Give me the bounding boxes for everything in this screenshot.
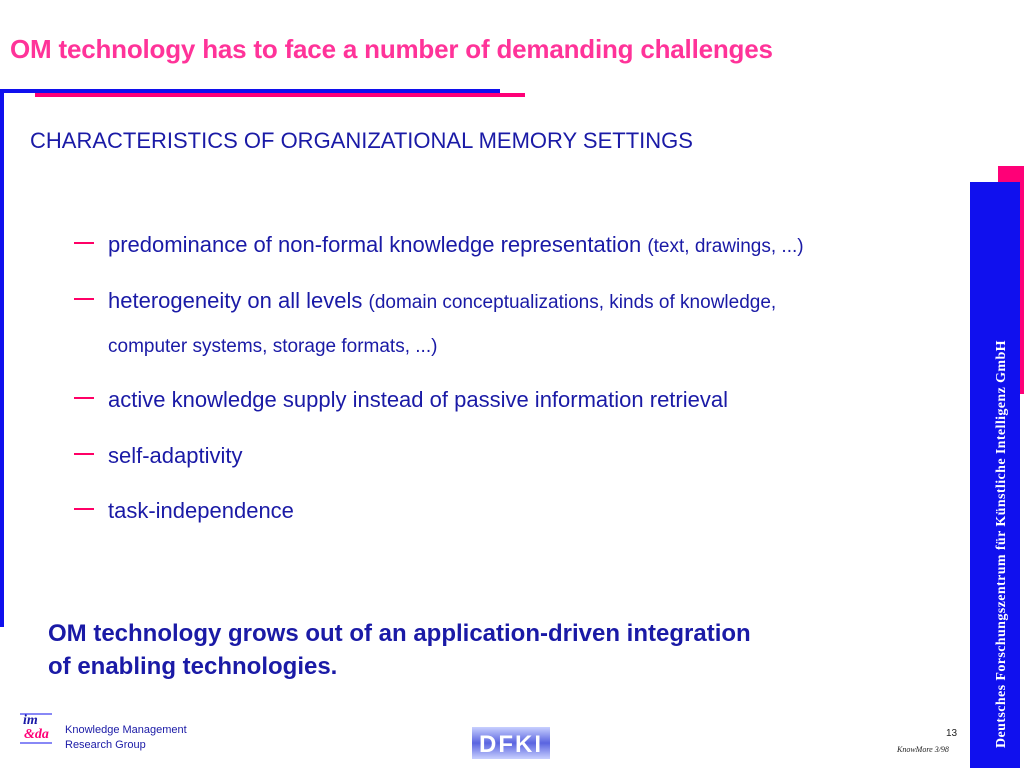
dfki-logo xyxy=(472,727,550,759)
slide-title: OM technology has to face a number of demanding challenges xyxy=(10,34,773,64)
bullet-item xyxy=(108,288,776,314)
bullet-item xyxy=(108,232,804,258)
page-number: 13 xyxy=(946,728,958,739)
bullet-text: predominance of non-formal knowledge representation xyxy=(108,232,648,257)
bullet-dash xyxy=(74,242,94,244)
bullet-item: self-adaptivity xyxy=(108,443,243,468)
bullet-text: heterogeneity on all levels xyxy=(108,288,369,313)
dfki-logo-text: DFKI xyxy=(479,731,543,758)
imda-logo xyxy=(16,706,56,748)
bullet-dash xyxy=(74,397,94,399)
conclusion-text xyxy=(48,617,751,683)
left-border-bar xyxy=(0,89,4,627)
bullet-dash xyxy=(74,298,94,300)
sidebar-institution-name: Deutsches Forschungszentrum für Künstliche Intelligenz GmbH xyxy=(994,340,1009,748)
logo-text-top: im xyxy=(23,713,38,728)
title-underline-pink xyxy=(35,93,525,97)
conclusion-line: of enabling technologies. xyxy=(48,653,338,680)
bullet-item: task-independence xyxy=(108,498,294,523)
conclusion-line: OM technology grows out of an application-driven integration xyxy=(48,620,751,647)
research-group-name xyxy=(65,723,187,753)
logo-text-bottom: &da xyxy=(24,727,49,742)
bullet-detail: (domain conceptualizations, kinds of knowledge, xyxy=(368,292,777,313)
group-line: Knowledge Management xyxy=(65,724,187,736)
bullet-continuation: computer systems, storage formats, ...) xyxy=(108,336,438,357)
group-line: Research Group xyxy=(65,739,146,751)
bullet-detail: (text, drawings, ...) xyxy=(647,236,804,257)
footer-note: KnowMore 3/98 xyxy=(897,745,949,754)
bullet-dash xyxy=(74,508,94,510)
section-heading: CHARACTERISTICS OF ORGANIZATIONAL MEMORY SETTINGS xyxy=(30,128,693,153)
bullet-dash xyxy=(74,453,94,455)
bullet-item: active knowledge supply instead of passive information retrieval xyxy=(108,387,728,412)
